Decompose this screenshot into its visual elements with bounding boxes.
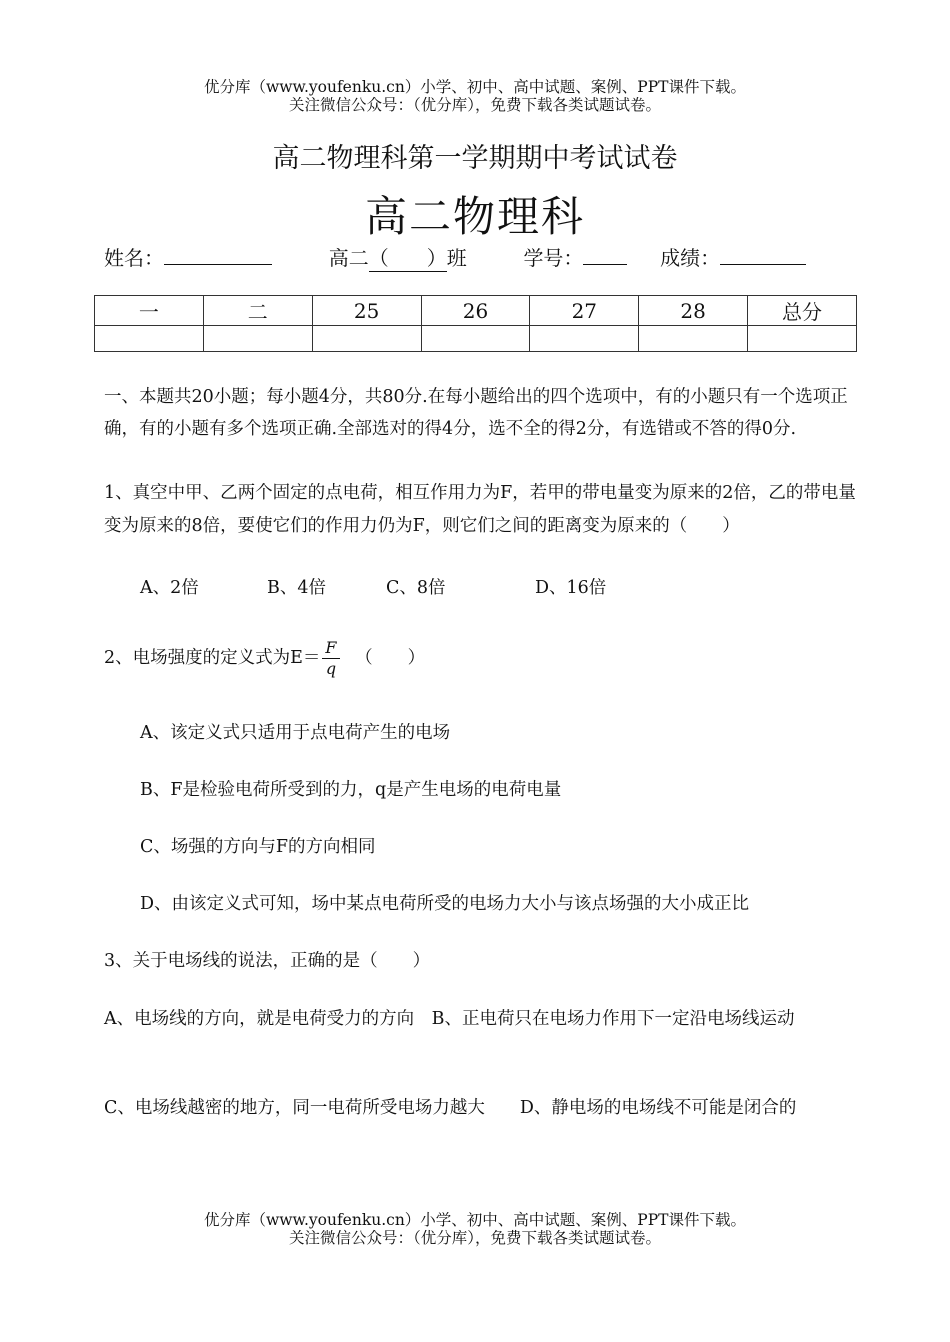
name-blank[interactable] (164, 246, 272, 265)
score-value-cell[interactable] (312, 326, 421, 352)
fraction-denominator: q (325, 659, 337, 678)
question-1-option-c: C、8倍 (386, 578, 446, 598)
header-banner-line1: 优分库（www.youfenku.cn）小学、初中、高中试题、案例、PPT课件下载。 (203, 78, 747, 96)
student-id-label: 学号： (523, 246, 584, 270)
score-table (94, 295, 857, 352)
question-3-options-cd: C、电场线越密的地方，同一电荷所受电场力越大 D、静电场的电场线不可能是闭合的 (104, 1098, 797, 1118)
score-value-cell[interactable] (421, 326, 530, 352)
question-2-option-a: A、该定义式只适用于点电荷产生的电场 (140, 723, 451, 743)
class-prefix: 高二 (328, 246, 369, 270)
score-header-cell: 27 (530, 296, 639, 326)
exam-title: 高二物理科第一学期期中考试试卷 (272, 143, 678, 174)
score-header-cell: 28 (639, 296, 748, 326)
question-1-option-b: B、4倍 (267, 578, 326, 598)
section-intro: 一、本题共20小题；每小题4分，共80分.在每小题给出的四个选项中，有的小题只有一个选项正确，有的小题有多个选项正确.全部选对的得4分，选不全的得2分，有选错或不答的得0分. (104, 387, 848, 439)
score-header-cell: 总分 (748, 296, 857, 326)
question-3-stem: 3、关于电场线的说法，正确的是（ ） (104, 951, 431, 971)
class-blank[interactable] (369, 242, 447, 272)
score-blank[interactable] (720, 246, 806, 265)
exam-subtitle: 高二物理科 (364, 192, 585, 241)
name-label: 姓名： (104, 246, 164, 270)
question-2-option-c: C、场强的方向与F的方向相同 (140, 837, 376, 857)
question-2-stem-suffix: （ ） (355, 648, 426, 668)
question-2-stem (104, 638, 425, 679)
score-header-cell: 25 (312, 296, 421, 326)
footer-banner-line1: 优分库（www.youfenku.cn）小学、初中、高中试题、案例、PPT课件下载。 (203, 1211, 747, 1229)
score-value-cell[interactable] (203, 326, 312, 352)
score-value-cell[interactable] (639, 326, 748, 352)
question-1-stem: 1、真空中甲、乙两个固定的点电荷，相互作用力为F，若甲的带电量变为原来的2倍，乙的带电量变为原来的8倍，要使它们的作用力仍为F，则它们之间的距离变为原来的（ ） (104, 483, 856, 536)
question-1-option-d: D、16倍 (535, 578, 607, 598)
score-header-cell: 一 (95, 296, 204, 326)
student-info-line (104, 242, 806, 272)
score-header-cell: 二 (203, 296, 312, 326)
class-suffix: 班 (446, 246, 467, 270)
score-table-header-row (95, 296, 857, 326)
field-definition-fraction (322, 638, 339, 679)
score-value-cell[interactable] (530, 326, 639, 352)
question-3-options-ab: A、电场线的方向，就是电荷受力的方向 B、正电荷只在电场力作用下一定沿电场线运动 (104, 1009, 795, 1029)
header-banner-line2: 关注微信公众号：（优分库），免费下载各类试题试卷。 (288, 96, 661, 114)
question-1-option-a: A、2倍 (140, 578, 199, 598)
question-2-option-b: B、F是检验电荷所受到的力，q是产生电场的电荷电量 (140, 780, 562, 800)
score-label: 成绩： (660, 246, 721, 270)
footer-banner (0, 1211, 950, 1247)
question-2-stem-prefix: 2、电场强度的定义式为E＝ (104, 648, 321, 668)
score-header-cell: 26 (421, 296, 530, 326)
class-paren-open: （ (368, 246, 389, 270)
score-value-cell[interactable] (748, 326, 857, 352)
score-value-cell[interactable] (95, 326, 204, 352)
header-banner (0, 78, 950, 114)
question-2-option-d: D、由该定义式可知，场中某点电荷所受的电场力大小与该点场强的大小成正比 (140, 894, 750, 914)
footer-banner-line2: 关注微信公众号：（优分库），免费下载各类试题试卷。 (288, 1229, 661, 1247)
score-table-value-row (95, 326, 857, 352)
class-paren-close: ） (426, 246, 447, 270)
fraction-numerator: F (322, 638, 339, 659)
student-id-blank[interactable] (583, 246, 627, 265)
